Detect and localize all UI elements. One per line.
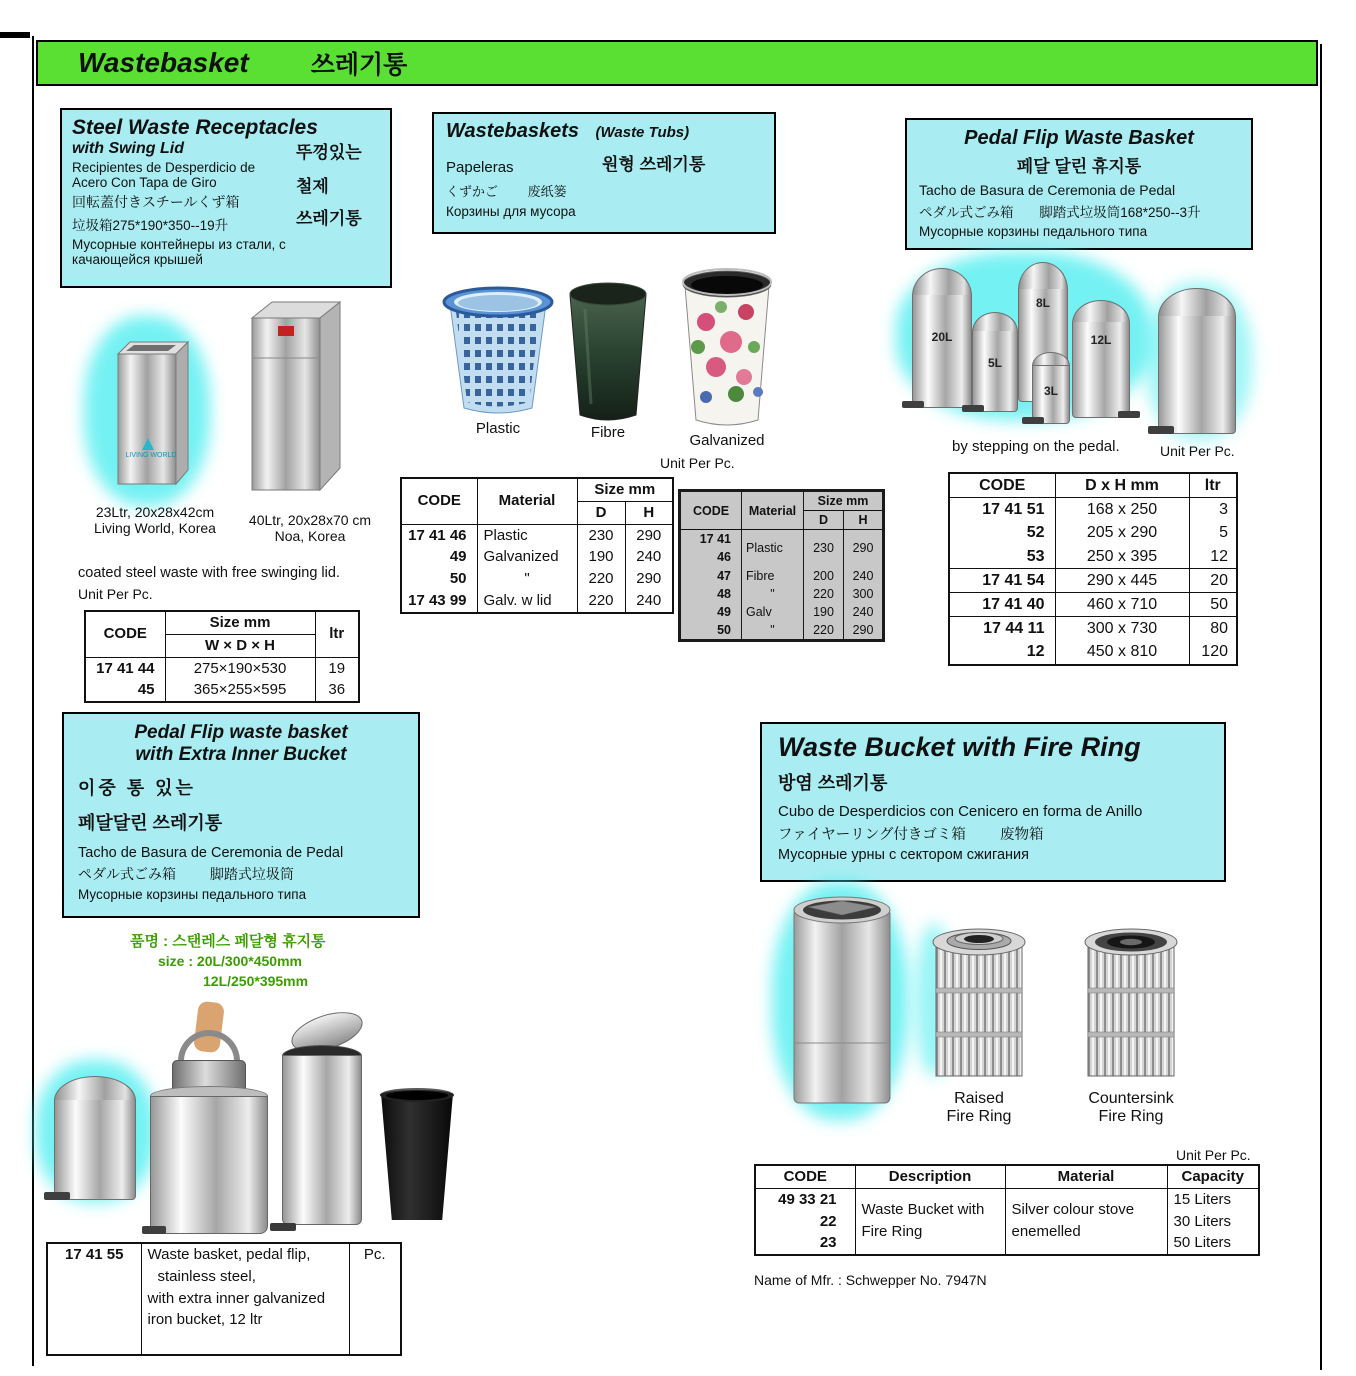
cell-size: 290 x 445 [1055,568,1189,592]
inner-small-pedal-bin [54,1076,136,1200]
pedal-bin-lid [972,312,1018,332]
inner-green-line3: 12L/250*395mm [203,973,309,989]
cell-ltr: 36 [315,679,359,702]
cell-ltr: 120 [1189,640,1237,664]
capacity-label: 20L [931,329,953,344]
fire-mfr-note: Name of Mfr. : Schwepper No. 7947N [754,1272,987,1288]
capacity-line: 15 Liters [1173,1190,1232,1208]
code-line: 22 [819,1212,837,1230]
code-line: 23 [819,1234,837,1252]
desc-line: Waste Bucket with [861,1200,985,1218]
pedal-text-kr: 페달 달린 휴지통 [1016,157,1142,176]
cell-h: 240 [625,546,673,568]
col-size: Size mm [577,478,673,501]
raised-caption [918,1090,1040,1126]
cell-size: 460 x 710 [1055,592,1189,616]
capacity-line: 30 Liters [1173,1212,1232,1230]
pedal-bin-pedal [962,405,984,412]
inner-title2: with Extra Inner Bucket [135,744,347,765]
table-row [680,603,884,621]
tubs-unit-note: Unit Per Pc. [660,455,735,471]
table-row [949,640,1237,664]
cell-unit: Pc. [349,1243,401,1355]
table-row [949,617,1237,641]
table-row [85,679,359,702]
raised-fire-ring-image [928,926,1030,1086]
pedal-text-jp: ペダル式ごみ箱 [919,205,1014,220]
cell-d: 220 [804,585,844,603]
tubs-text-kr: 원형 쓰레기통 [602,155,706,174]
col-size: Size mm [804,491,884,511]
table-row [680,567,884,585]
capacity-label: 12L [1090,333,1112,348]
pedal-bin-body [54,1100,136,1200]
material-line: enemelled [1011,1222,1081,1240]
table-row [949,545,1237,569]
steel-bin-small-image [104,330,198,496]
fire-item-table [754,1164,1260,1256]
caption-line: 23Ltr, 20x28x42cm [95,504,215,520]
page-edge-left [32,36,34,1366]
cell-description [141,1243,349,1355]
cell-code: 17 44 11 [949,617,1055,641]
col-material: Material [1005,1165,1167,1188]
steel-text-ru1: Мусорные контейнеры из стали, с [72,237,286,252]
cell-code: 49 [401,546,477,568]
steel-text-ru2: качающейся крышей [72,252,203,267]
col-material: Material [742,491,804,530]
cell-code: 50 [401,568,477,590]
page-header [36,40,1318,86]
cell-d: 230 [804,530,844,567]
steel-note: coated steel waste with free swinging lid. [78,565,340,581]
cell-codes [755,1188,855,1255]
inner-section-box [62,712,420,918]
inner-title1: Pedal Flip waste basket [134,722,348,743]
pedal-unit-note: Unit Per Pc. [1160,443,1235,459]
capacity-line: 50 Liters [1173,1234,1232,1252]
cell-size: 205 x 290 [1055,521,1189,544]
tubs-text-ru: Корзины для мусора [446,204,576,219]
pedal-bin-pedal [1118,411,1140,418]
caption-line: Living World, Korea [94,520,216,536]
steel-bin-large-caption [240,512,380,544]
cell-code: 49 [680,603,742,621]
cell-material: " [742,621,804,641]
inner-text-jp: ペダル式ごみ箱 [78,866,176,882]
tubs-text-es: Papeleras [446,159,514,176]
caption-line: Noa, Korea [274,528,346,544]
tubs-size-table [400,477,674,614]
pedal-bin-12l [1072,300,1130,418]
steel-text-es1: Recipientes de Desperdicio de [72,160,256,175]
table-row [755,1188,1259,1255]
plastic-basket-image [440,282,556,420]
col-d: D [804,511,844,530]
steel-bin-small-logo: LIVING WORLD [125,452,177,459]
cell-ltr: 5 [1189,521,1237,544]
inner-text-ru: Мусорные корзины педального типа [78,887,307,902]
steel-title: Steel Waste Receptacles [72,116,318,139]
cell-h: 240 [844,567,884,585]
inner-text-es: Tacho de Basura de Ceremonia de Pedal [78,845,344,861]
pedal-bin-body [972,331,1018,412]
pedal-bin-lid [1032,352,1070,366]
pedal-bin-lid [1018,262,1068,290]
table-row [949,498,1237,522]
cell-code: 17 41 51 [949,498,1055,522]
cell-material: Plastic [742,530,804,567]
cell-code: 17 41 46 [401,524,477,546]
black-bucket-image [372,1088,462,1220]
cell-d: 190 [804,603,844,621]
page-title-korean: 쓰레기통 [310,51,408,79]
table-row [401,546,673,568]
tubs-title2: (Waste Tubs) [595,124,690,141]
pedal-bin-5l [972,312,1018,412]
open-pedal-bin-image [276,1015,368,1233]
pedal-bin-lid [1158,288,1236,317]
cell-material: " [477,568,577,590]
pedal-caption: by stepping on the pedal. [952,438,1120,455]
inner-green-line2: size : 20L/300*450mm [158,953,302,969]
cell-size: 450 x 810 [1055,640,1189,664]
countersink-fire-ring-image [1080,926,1182,1086]
steel-text-jp: 回転蓋付きスチールくず箱 [72,194,240,210]
pedal-bin-pedal [44,1192,70,1200]
col-h: H [844,511,884,530]
pedal-text-cn: 脚踏式垃圾筒168*250--3升 [1039,205,1201,220]
cell-code: 53 [949,545,1055,569]
page-edge-right [1320,44,1322,1370]
fire-section-box [760,722,1226,882]
steel-text-cn: 垃圾箱275*190*350--19升 [72,218,229,233]
cell-ltr: 12 [1189,545,1237,569]
col-description: Description [855,1165,1005,1188]
caption-line: Raised [954,1090,1004,1107]
pedal-bin-body [912,295,972,408]
cell-material: Galv. w lid [477,590,577,613]
steel-text-es2: Acero Con Tapa de Giro [72,175,217,190]
cell-code: 17 41 54 [949,568,1055,592]
desc-line: with extra inner galvanized [147,1289,326,1307]
tubs-text-cn: 废纸篓 [527,184,567,199]
steel-text-kr3: 쓰레기통 [296,209,362,228]
cell-h: 290 [625,524,673,546]
fire-text-es: Cubo de Desperdicios con Cenicero en forma de Anillo [778,803,1143,820]
fire-text-ru: Мусорные урны с сектором сжигания [778,847,1029,863]
steel-text-kr2: 철제 [296,177,329,196]
steel-size-table [84,610,360,703]
cell-ltr: 80 [1189,617,1237,641]
cell-material: Fibre [742,567,804,585]
cell-code: 52 [949,521,1055,544]
fire-title: Waste Bucket with Fire Ring [778,732,1141,762]
cell-d: 190 [577,546,625,568]
fire-text-cn: 废物箱 [999,827,1044,843]
cell-h: 240 [844,603,884,621]
steel-unit-note: Unit Per Pc. [78,586,153,602]
fibre-basket-image [563,279,653,425]
table-row [949,568,1237,592]
bin-pedal [270,1223,296,1231]
inner-text-kr1: 이중 통 있는 [78,778,196,798]
table-row [949,592,1237,616]
col-capacity: Capacity [1167,1165,1259,1188]
cell-code: 17 41 55 [47,1243,141,1355]
pedal-bin-lid [54,1076,136,1101]
page-corner-mark [0,32,30,38]
cell-size: 300 x 730 [1055,617,1189,641]
table-row [680,585,884,603]
cell-d: 220 [577,590,625,613]
cell-code: 50 [680,621,742,641]
cell-size: 250 x 395 [1055,545,1189,569]
table-row [401,590,673,613]
cell-d: 200 [804,567,844,585]
cell-h: 290 [625,568,673,590]
pedal-bin-20l [912,268,972,408]
col-material: Material [477,478,577,524]
cell-d: 220 [577,568,625,590]
pedal-section-box [905,118,1253,250]
cell-description [855,1188,1005,1255]
table-row [85,611,359,634]
cell-ltr: 20 [1189,568,1237,592]
tubs-section-box [432,112,776,234]
inner-bin-with-hand-image [150,1002,268,1234]
table-row [949,473,1237,498]
cell-material: " [742,585,804,603]
cell-capacity [1167,1188,1259,1255]
fire-bucket-large-image [788,893,896,1111]
table-row [47,1243,401,1355]
page-title: Wastebasket [78,47,249,78]
cell-ltr: 50 [1189,592,1237,616]
galvanized-basket-image [676,262,778,432]
table-row [949,521,1237,544]
cell-size: 275×190×530 [165,657,315,679]
inner-green-line1: 품명 : 스탠레스 페달형 휴지통 [130,933,326,950]
pedal-bin-pedal [1148,426,1174,434]
inner-text-kr2: 페달달린 쓰레기통 [78,813,223,833]
col-d: D [577,501,625,524]
fire-text-kr: 방염 쓰레기통 [778,773,888,793]
tubs-title: Wastebaskets [446,120,580,142]
col-code: CODE [949,473,1055,498]
cell-h: 290 [844,621,884,641]
desc-line: stainless steel, [157,1267,256,1285]
pedal-bin-single [1158,288,1236,434]
desc-line: Waste basket, pedal flip, [147,1246,311,1263]
cell-h: 290 [844,530,884,567]
cell-code: 47 [680,567,742,585]
caption-line: Countersink [1088,1090,1174,1107]
col-ltr: ltr [1189,473,1237,498]
cell-size: 168 x 250 [1055,498,1189,522]
cell-material: Galv [742,603,804,621]
col-size-sub: W × D × H [165,634,315,657]
pedal-title: Pedal Flip Waste Basket [964,127,1194,149]
cell-code: 45 [85,679,165,702]
cell-material: Plastic [477,524,577,546]
col-size: Size mm [165,611,315,634]
tubs-text-jp: くずかご [446,184,499,199]
cell-material: Galvanized [477,546,577,568]
countersink-caption [1062,1090,1200,1126]
table-row [680,491,884,511]
table-row [401,568,673,590]
steel-section-box [60,108,392,288]
cell-h: 240 [625,590,673,613]
pedal-size-table [948,472,1238,666]
cell-size: 365×255×595 [165,679,315,702]
table-row [680,621,884,641]
cell-code: 17 41 44 [85,657,165,679]
cell-code: 17 43 99 [401,590,477,613]
pedal-bin-pedal [902,401,924,408]
material-line: Silver colour stove [1011,1200,1135,1218]
code-line: 49 33 21 [778,1190,837,1208]
desc-line: iron bucket, 12 ltr [147,1311,263,1329]
table-row [85,657,359,679]
col-size: D x H mm [1055,473,1189,498]
bucket-body [372,1088,462,1220]
steel-subtitle: with Swing Lid [72,140,184,157]
capacity-label: 8L [1035,295,1050,310]
col-code: CODE [680,491,742,530]
table-row [680,530,884,567]
fibre-caption: Fibre [590,424,626,441]
pedal-bin-lid [1072,300,1130,324]
bin-body [150,1096,268,1234]
bucket-handle [178,1030,240,1064]
bucket-rim-inner [386,1091,448,1100]
inner-text-cn: 脚踏式垃圾筒 [209,866,294,882]
capacity-label: 3L [1043,383,1058,398]
pedal-bin-lid [912,268,972,296]
cell-material [1005,1188,1167,1255]
fire-text-jp: ファイヤーリング付きゴミ箱 [778,827,966,843]
col-code: CODE [401,478,477,524]
col-ltr: ltr [315,611,359,657]
cell-ltr: 3 [1189,498,1237,522]
cell-h: 300 [844,585,884,603]
cell-code: 17 41 46 [680,530,742,567]
table-row [401,478,673,501]
caption-line: Fire Ring [1098,1108,1164,1125]
cell-code: 12 [949,640,1055,664]
plastic-caption: Plastic [475,420,521,437]
inner-item-table [46,1242,402,1356]
cell-ltr: 19 [315,657,359,679]
cell-d: 220 [804,621,844,641]
desc-line: Fire Ring [861,1222,923,1240]
table-row [755,1165,1259,1188]
pedal-bin-3l [1032,352,1070,424]
col-code: CODE [755,1165,855,1188]
tubs-size-table-grey [678,489,885,642]
pedal-bin-body [1158,316,1236,434]
bin-body [282,1055,362,1225]
steel-bin-large-image [242,292,350,497]
steel-bin-small-caption [70,504,240,536]
fire-unit-note: Unit Per Pc. [1176,1147,1251,1163]
bin-pedal [142,1226,166,1234]
steel-text-kr1: 뚜껑있는 [296,143,362,162]
col-h: H [625,501,673,524]
cell-d: 230 [577,524,625,546]
pedal-text-es: Tacho de Basura de Ceremonia de Pedal [919,182,1176,198]
caption-line: Fire Ring [946,1108,1012,1125]
caption-line: 40Ltr, 20x28x70 cm [248,512,372,528]
galvanized-caption: Galvanized [689,432,765,449]
pedal-text-ru: Мусорные корзины педального типа [919,224,1148,239]
cell-code: 17 41 40 [949,592,1055,616]
pedal-bin-pedal [1022,417,1044,424]
capacity-label: 5L [987,356,1002,370]
col-code: CODE [85,611,165,657]
table-row [401,524,673,546]
cell-code: 48 [680,585,742,603]
